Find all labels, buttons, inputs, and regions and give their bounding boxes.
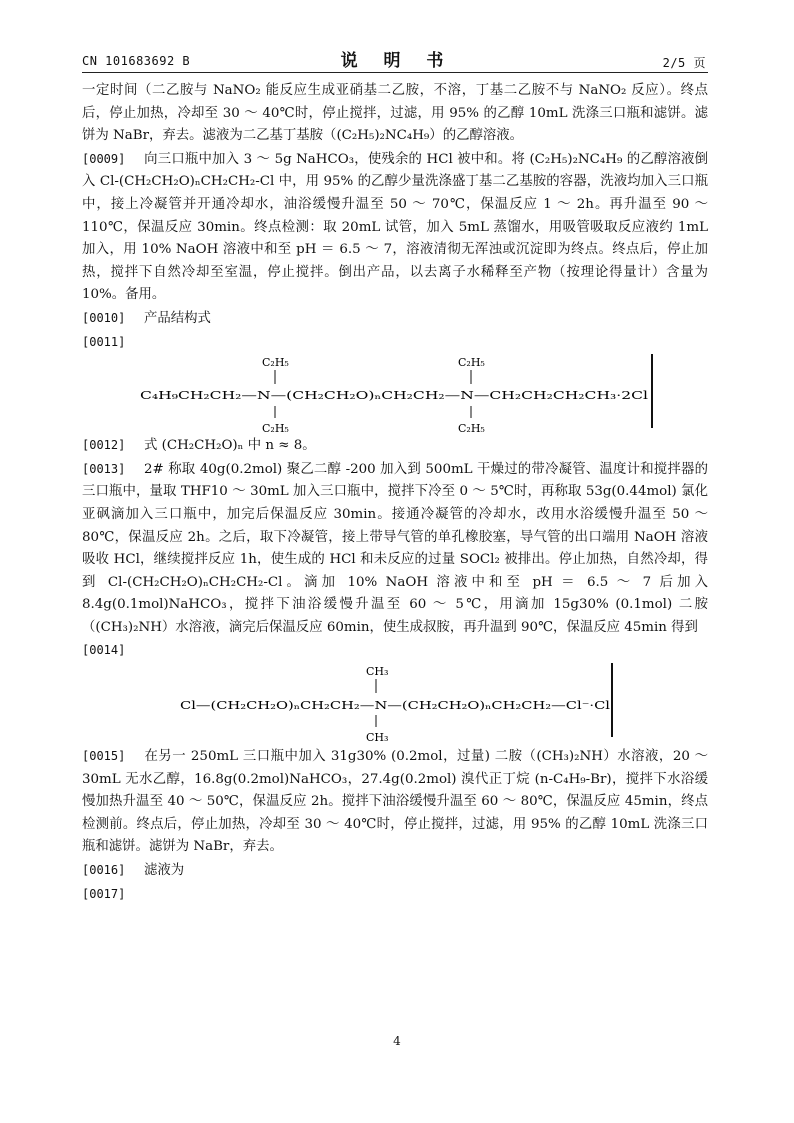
paragraph-0013	[82, 458, 708, 640]
formula-1-main: C₄H₉CH₂CH₂—N—(CH₂CH₂O)ₙCH₂CH₂—N—CH₂CH₂CH₂CH₃·2Cl	[140, 388, 649, 403]
page-number: 4	[393, 1034, 401, 1048]
formula-2-top: CH₃	[366, 665, 389, 679]
formula-2-bottom: CH₃	[366, 731, 389, 745]
formula-2-main: Cl—(CH₂CH₂O)ₙCH₂CH₂—N—(CH₂CH₂O)ₙCH₂CH₂—Cl⁻·Cl	[180, 699, 611, 713]
structural-formula-2	[82, 663, 708, 745]
formula-2-drawing	[82, 663, 708, 745]
structural-formula-1	[82, 354, 708, 434]
paragraph-tag: [0015]	[82, 749, 126, 764]
paragraph-0014	[82, 639, 708, 663]
paragraph-0017	[82, 883, 708, 907]
paragraph-0012	[82, 434, 708, 458]
paragraph-tag: [0016]	[82, 863, 126, 878]
paragraph-text: 产品结构式	[144, 310, 211, 326]
paragraph-tag: [0017]	[82, 886, 126, 901]
paragraph-tag: [0013]	[82, 461, 126, 476]
formula-1-bottom-right: C₂H₅	[458, 422, 485, 435]
paragraph-text: 在另一 250mL 三口瓶中加入 31g30% (0.2mol，过量) 二胺（(CH₃)₂NH）水溶液，20 ～ 30mL 无水乙醇，16.8g(0.2mol)NaHCO₃，27.4g(0.2mol) 溴代正丁烷 (n-C₄H₉-Br)，搅拌下水浴缓慢加热升温至 40 ～ 50℃，保温反应 2h。搅拌下油浴缓慢升温至 60 ～ 80℃，保温反应 45min，终点检测前。终点后，停止加热，冷却至 30 ～ 40℃时，停止搅拌，过滤，用 95% 的乙醇 10mL 洗涤三口瓶和滤饼。滤饼为 NaBr，弃去。	[82, 749, 708, 855]
patent-number: CN 101683692 B	[82, 54, 191, 68]
formula-1-top-right: C₂H₅	[458, 356, 485, 370]
paragraph-0011	[82, 331, 708, 355]
paragraph-0016	[82, 859, 708, 883]
paragraph-continued: 一定时间（二乙胺与 NaNO₂ 能反应生成亚硝基二乙胺，不溶，丁基二乙胺不与 NaNO₂ 反应）。终点后，停止加热，冷却至 30 ～ 40℃时，停止搅拌，过滤，用 95% 的乙醇 10mL 洗涤三口瓶和滤饼。滤饼为 NaBr，弃去。滤液为二乙基丁基胺（(C₂H₅)₂NC₄H₉）的乙醇溶液。	[82, 83, 708, 144]
document-body	[82, 80, 708, 906]
header-divider	[82, 72, 708, 73]
paragraph-tag: [0010]	[82, 310, 126, 325]
paragraph-tag: [0014]	[82, 643, 126, 658]
paragraph-tag: [0009]	[82, 151, 126, 166]
paragraph-text: 2# 称取 40g(0.2mol) 聚乙二醇 -200 加入到 500mL 干燥过的带冷凝管、温度计和搅拌器的三口瓶中，量取 THF10 ～ 30mL 加入三口瓶中，搅拌下冷至 0 ～ 5℃时，再称取 53g(0.44mol) 氯化亚砜滴加入三口瓶中，加完后保温反应 30min。接通冷凝管的冷却水，改用水浴缓慢升温至 50 ～ 80℃，保温反应 2h。之后，取下冷凝管，接上带导气管的单孔橡胶塞，导气管的出口端用 NaOH 溶液吸收 HCl，继续搅拌反应 1h，使生成的 HCl 和未反应的过量 SOCl₂ 被排出。停止加热，自然冷却，得到 Cl-(CH₂CH₂O)ₙCH₂CH₂-Cl。滴加 10% NaOH 溶液中和至 pH ＝ 6.5 ～ 7 后加入 8.4g(0.1mol)NaHCO₃，搅拌下油浴缓慢升温至 60 ～ 5℃，用滴加 15g30% (0.1mol) 二胺（(CH₃)₂NH）水溶液，滴完后保温反应 60min，使生成叔胺，再升温到 90℃，保温反应 45min 得到	[82, 461, 708, 635]
paragraph-tag: [0011]	[82, 334, 126, 349]
paragraph-text: 式 (CH₂CH₂O)ₙ 中 n ≈ 8。	[144, 438, 316, 454]
paragraph-tag: [0012]	[82, 438, 126, 453]
paragraph-0009	[82, 148, 708, 307]
page-info: 2/5 页	[662, 56, 706, 70]
paragraph-0015	[82, 745, 708, 859]
page-title: 说 明 书	[340, 51, 454, 71]
paragraph-text: 向三口瓶中加入 3 ～ 5g NaHCO₃，使残余的 HCl 被中和。将 (C₂H₅)₂NC₄H₉ 的乙醇溶液倒入 Cl-(CH₂CH₂O)ₙCH₂CH₂-Cl 中，用 95% 的乙醇少量洗涤盛丁基二乙基胺的容器，洗液均加入三口瓶中，接上冷凝管并开通冷却水，油浴缓慢升温至 50 ～ 70℃，保温反应 1 ～ 2h。再升温至 90 ～ 110℃，保温反应 30min。终点检测：取 20mL 试管，加入 5mL 蒸馏水，用吸管吸取反应液约 1mL 加入，用 10% NaOH 溶液中和至 pH ＝ 6.5 ～ 7，溶液清彻无浑浊或沉淀即为终点。终点后，停止加热，搅拌下自然冷却至室温，停止搅拌。倒出产品，以去离子水稀释至产物（按理论得量计）含量为 10%。备用。	[82, 151, 708, 303]
paragraph-text: 滤液为	[144, 863, 185, 879]
formula-1-drawing	[82, 354, 708, 434]
paragraph-0010	[82, 307, 708, 331]
formula-1-bottom-left: C₂H₅	[262, 422, 289, 435]
formula-1-top-left: C₂H₅	[262, 356, 289, 370]
